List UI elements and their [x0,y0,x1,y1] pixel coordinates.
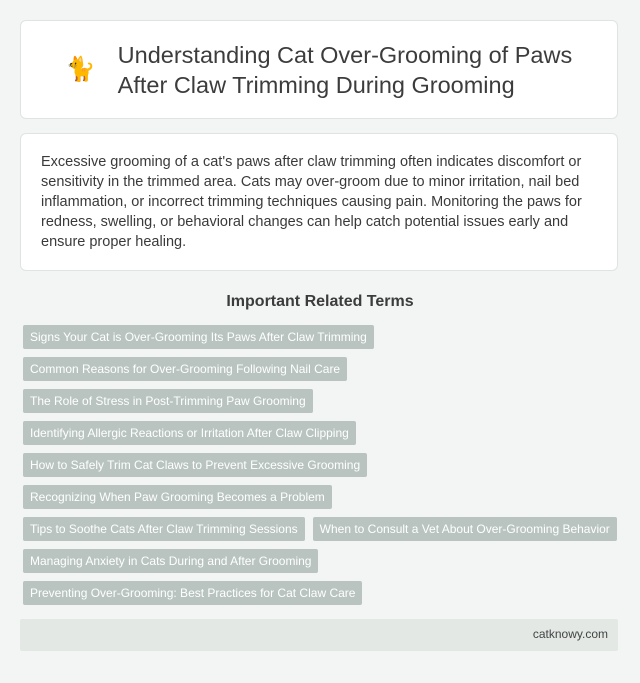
related-terms-heading: Important Related Terms [226,293,414,310]
term-row [23,389,623,413]
related-term-link[interactable]: Identifying Allergic Reactions or Irritation After Claw Clipping [23,421,356,445]
term-row [23,485,623,509]
related-term-link[interactable]: Preventing Over-Grooming: Best Practices for Cat Claw Care [23,581,362,605]
term-row [23,357,623,381]
related-term-link[interactable]: Tips to Soothe Cats After Claw Trimming Sessions [23,517,305,541]
term-row [23,325,623,349]
related-terms-list [23,325,623,613]
related-term-link[interactable]: How to Safely Trim Cat Claws to Prevent Excessive Grooming [23,453,367,477]
page-title [118,40,573,100]
term-row [23,549,623,573]
related-term-link[interactable]: Signs Your Cat is Over-Grooming Its Paws After Claw Trimming [23,325,374,349]
term-row [23,517,623,541]
related-term-link[interactable]: When to Consult a Vet About Over-Grooming Behavior [313,517,617,541]
related-term-link[interactable]: Common Reasons for Over-Grooming Following Nail Care [23,357,347,381]
page-title-line-1: Understanding Cat Over-Grooming of Paws [117,41,573,68]
page-title-line-2: After Claw Trimming During Grooming [117,71,515,98]
description-text: Excessive grooming of a cat's paws after claw trimming often indicates discomfort or sensitivity in the trimmed area. Cats may over-groom due to minor irritation, nail bed inflammation, or incorrect trimming techniques causing pain. Monitoring the paws for redness, swelling, or behavioral changes can help catch potential issues early and ensure proper healing. [41,154,582,250]
term-row [23,421,623,445]
term-row [23,581,623,605]
title-card [20,20,618,119]
description-card [20,133,618,271]
footer-site-link[interactable]: catknowy.com [532,627,608,641]
term-row [23,453,623,477]
cat-icon: 🐈 [65,55,96,83]
footer [20,619,618,651]
related-term-link[interactable]: The Role of Stress in Post-Trimming Paw Grooming [23,389,313,413]
related-term-link[interactable]: Managing Anxiety in Cats During and After Grooming [23,549,318,573]
related-term-link[interactable]: Recognizing When Paw Grooming Becomes a Problem [23,485,332,509]
